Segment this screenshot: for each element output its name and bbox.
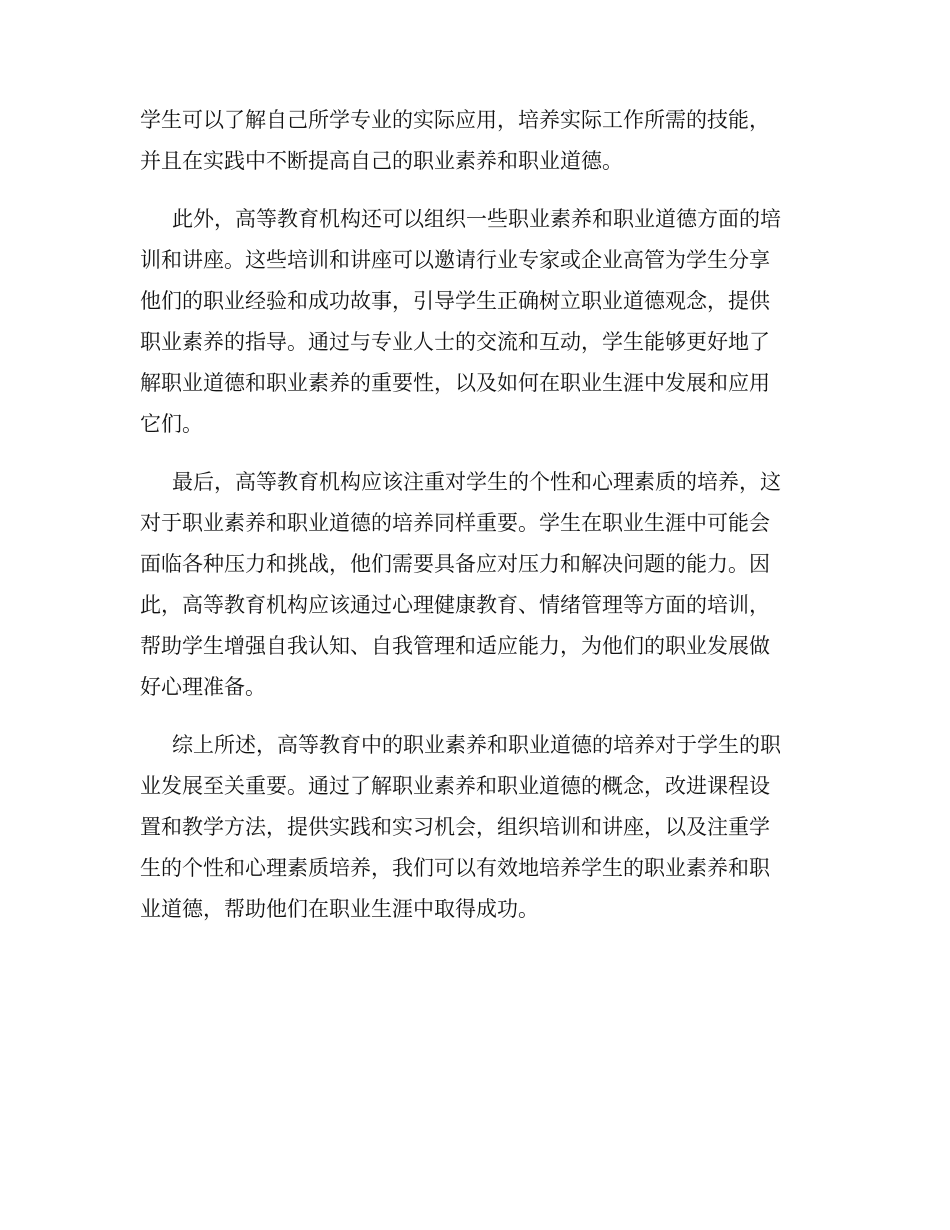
text-line: 并且在实践中不断提高自己的职业素养和职业道德。 <box>140 149 623 173</box>
paragraph-3 <box>140 462 820 708</box>
text-line: 职业素养的指导。通过与专业人士的交流和互动，学生能够更好地了 <box>140 330 770 354</box>
paragraph-1 <box>140 100 820 182</box>
paragraph-4 <box>140 725 820 930</box>
text-line: 好心理准备。 <box>140 675 266 699</box>
text-line: 训和讲座。这些培训和讲座可以邀请行业专家或企业高管为学生分享 <box>140 248 770 272</box>
text-line: 生的个性和心理素质培养，我们可以有效地培养学生的职业素养和职 <box>140 856 770 880</box>
document-body <box>140 100 820 947</box>
text-line: 最后，高等教育机构应该注重对学生的个性和心理素质的培养，这 <box>172 470 781 494</box>
text-line: 此，高等教育机构应该通过心理健康教育、情绪管理等方面的培训， <box>140 593 770 617</box>
text-line: 学生可以了解自己所学专业的实际应用，培养实际工作所需的技能， <box>140 108 770 132</box>
text-line: 他们的职业经验和成功故事，引导学生正确树立职业道德观念，提供 <box>140 289 770 313</box>
text-line: 帮助学生增强自我认知、自我管理和适应能力，为他们的职业发展做 <box>140 634 770 658</box>
text-line: 综上所述，高等教育中的职业素养和职业道德的培养对于学生的职 <box>172 733 781 757</box>
text-line: 它们。 <box>140 412 203 436</box>
text-line: 置和教学方法，提供实践和实习机会，组织培训和讲座，以及注重学 <box>140 815 770 839</box>
text-line: 业道德，帮助他们在职业生涯中取得成功。 <box>140 897 539 921</box>
text-line: 面临各种压力和挑战，他们需要具备应对压力和解决问题的能力。因 <box>140 552 770 576</box>
paragraph-2 <box>140 199 820 445</box>
text-line: 此外，高等教育机构还可以组织一些职业素养和职业道德方面的培 <box>172 207 781 231</box>
text-line: 解职业道德和职业素养的重要性，以及如何在职业生涯中发展和应用 <box>140 371 770 395</box>
text-line: 业发展至关重要。通过了解职业素养和职业道德的概念，改进课程设 <box>140 774 770 798</box>
text-line: 对于职业素养和职业道德的培养同样重要。学生在职业生涯中可能会 <box>140 511 770 535</box>
